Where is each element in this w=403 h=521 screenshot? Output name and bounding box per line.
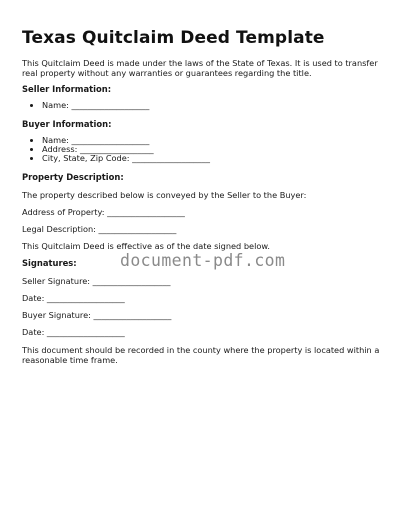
effective-date-statement: This Quitclaim Deed is effective as of the date signed below. <box>22 241 270 251</box>
seller-fields-list <box>22 101 149 110</box>
seller-signature-field: Seller Signature: ___________________ <box>22 276 171 286</box>
recording-footer-paragraph: This document should be recorded in the county where the property is located within a reasonable time frame. <box>22 345 380 365</box>
buyer-information-heading: Buyer Information: <box>22 119 112 129</box>
buyer-signature-field: Buyer Signature: ___________________ <box>22 310 172 320</box>
seller-name-field: • Name: ___________________ <box>42 101 149 110</box>
property-conveyance-statement: The property described below is conveyed by the Seller to the Buyer: <box>22 190 307 200</box>
document-title: Texas Quitclaim Deed Template <box>22 28 325 48</box>
buyer-fields-list <box>22 136 210 163</box>
property-description-heading: Property Description: <box>22 172 124 182</box>
intro-paragraph: This Quitclaim Deed is made under the laws of the State of Texas. It is used to transfer real property without any warranties or guarantees regarding the title. <box>22 58 378 78</box>
property-address-field: Address of Property: ___________________ <box>22 207 185 217</box>
buyer-city-state-zip-field: • City, State, Zip Code: ___________________ <box>42 154 210 163</box>
buyer-name-field: • Name: ___________________ <box>42 136 210 145</box>
seller-date-field: Date: ___________________ <box>22 293 125 303</box>
legal-description-field: Legal Description: ___________________ <box>22 224 177 234</box>
watermark: document-pdf.com <box>120 251 286 270</box>
signatures-heading: Signatures: <box>22 258 77 268</box>
buyer-date-field: Date: ___________________ <box>22 327 125 337</box>
buyer-address-field: • Address: __________________ <box>42 145 210 154</box>
seller-information-heading: Seller Information: <box>22 84 112 94</box>
